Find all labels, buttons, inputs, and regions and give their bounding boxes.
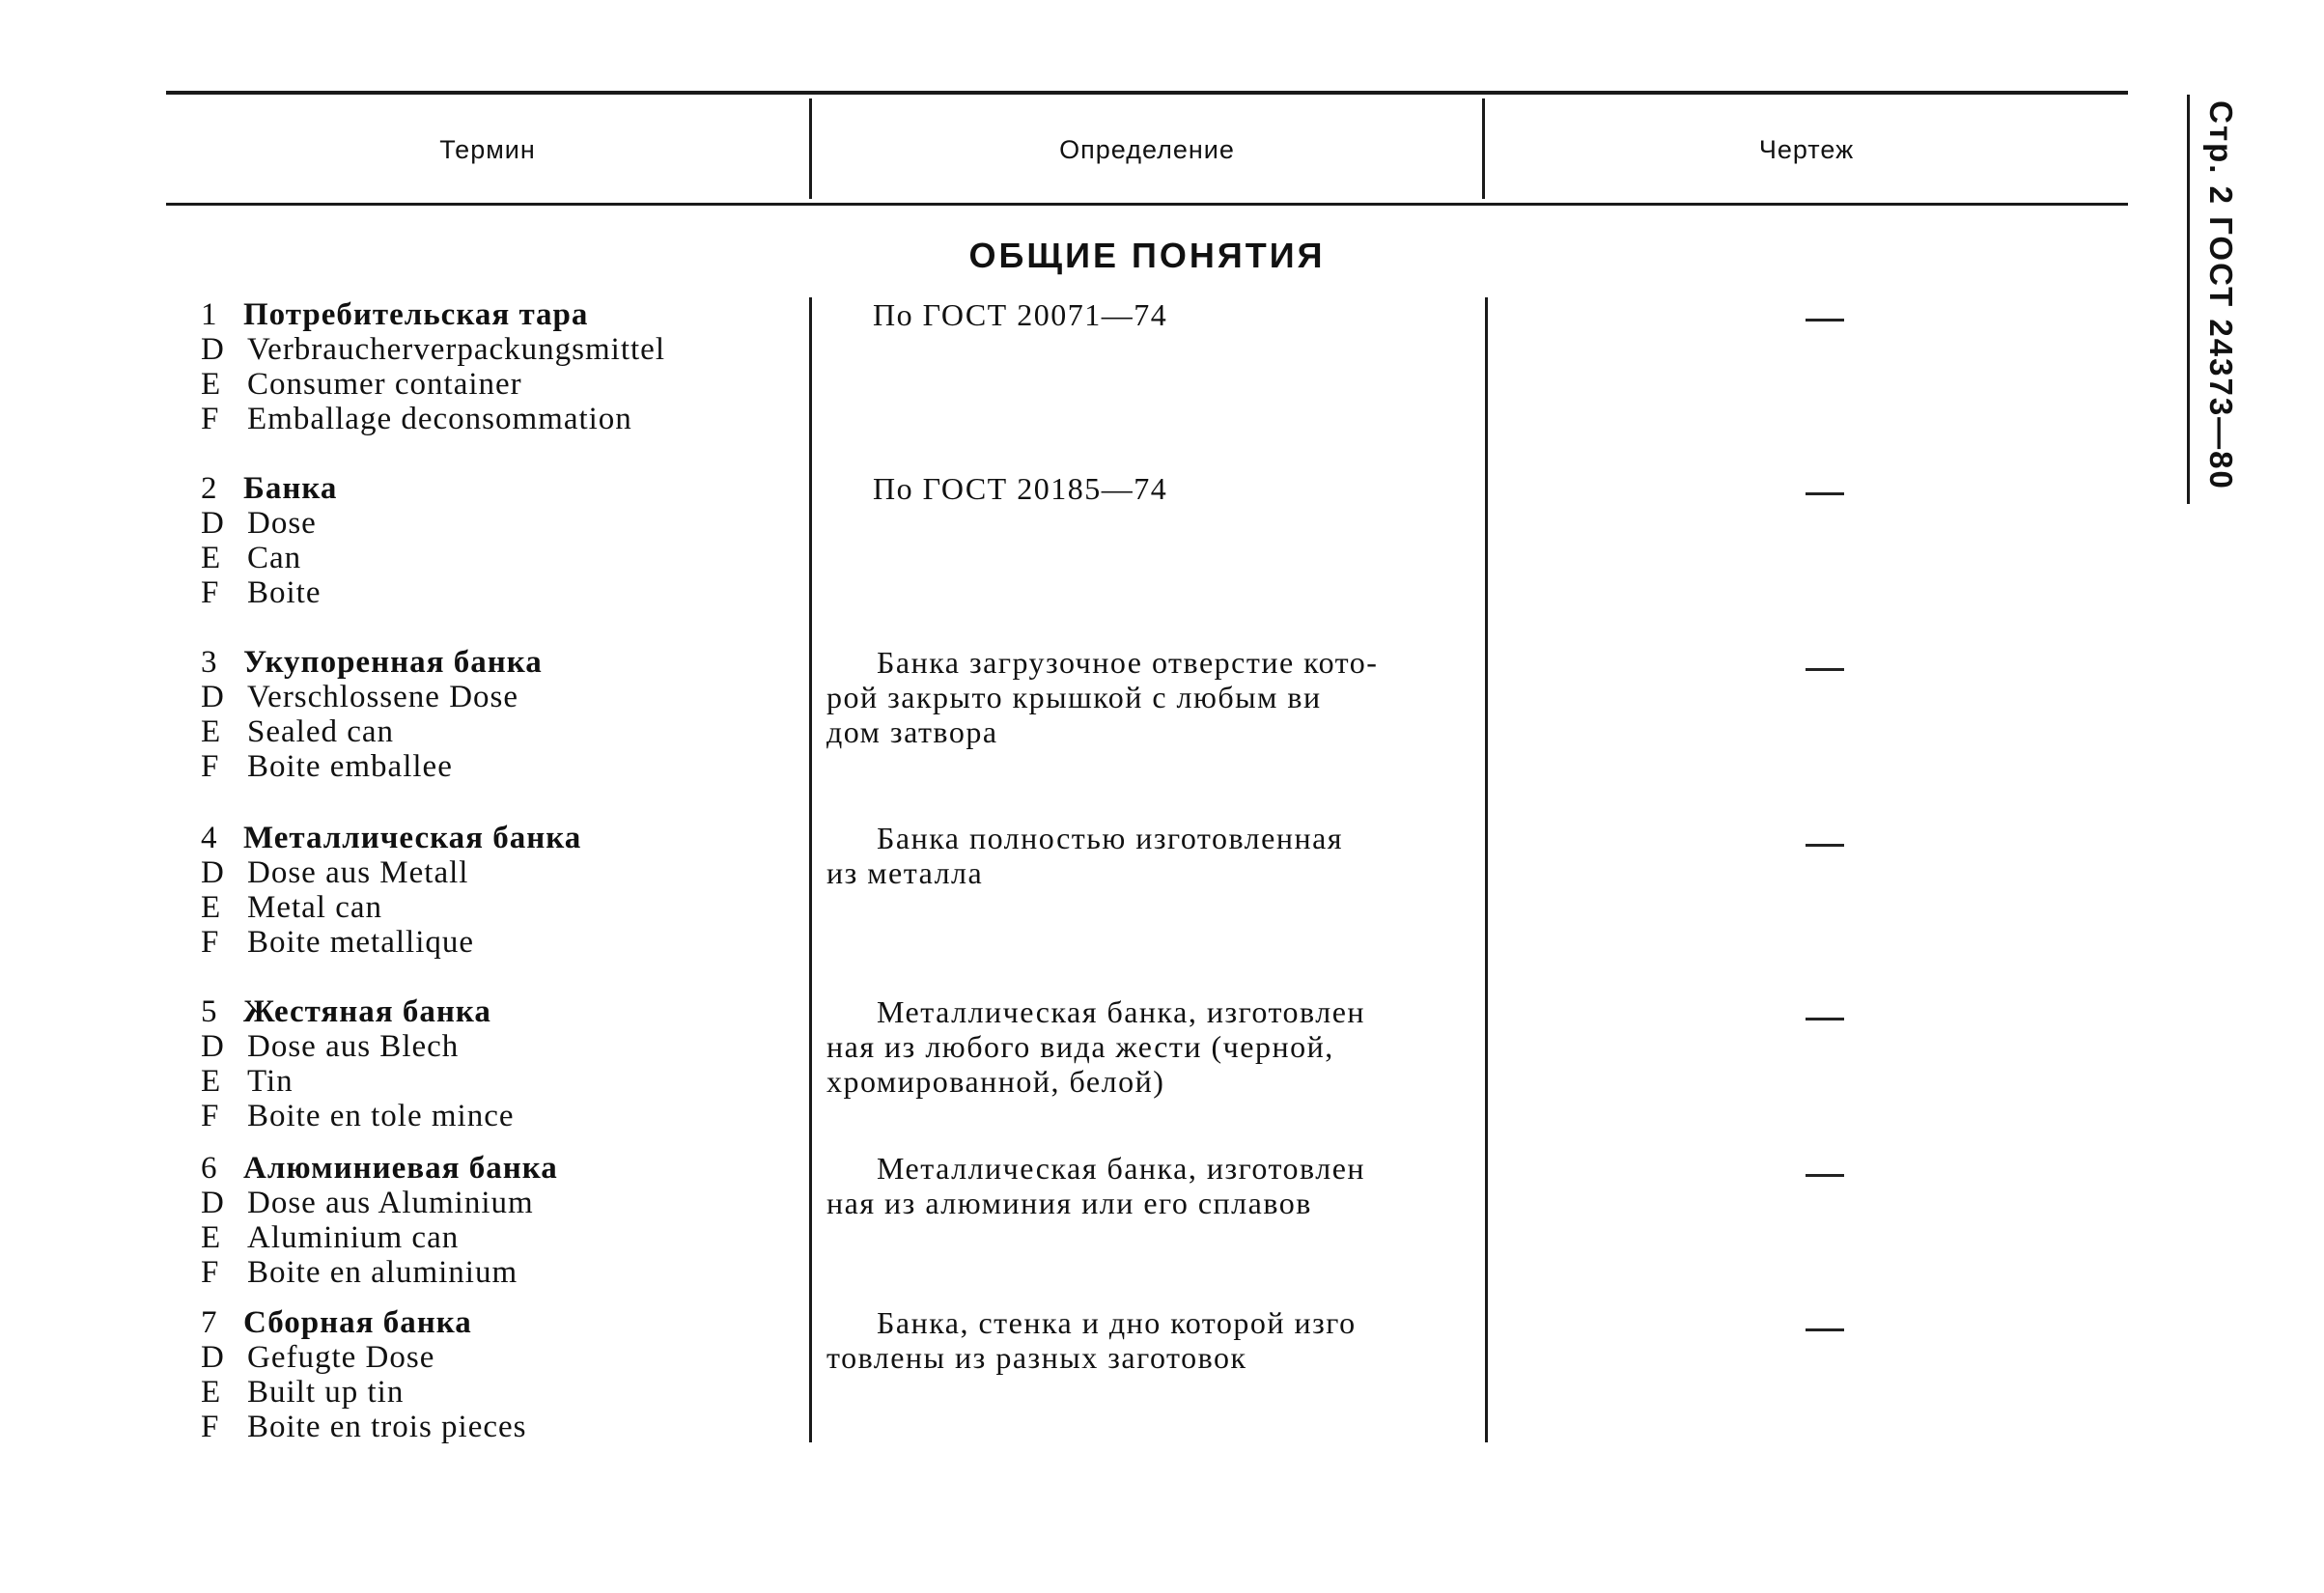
table-top-rule	[166, 91, 2128, 95]
term-russian: Металлическая банка	[243, 821, 582, 855]
definition-line: хромированной, белой)	[826, 1064, 1165, 1099]
definition-line: ная из любого вида жести (черной,	[826, 1029, 1334, 1064]
lang-code-e: E	[201, 1220, 221, 1255]
term-russian: Укупоренная банка	[243, 645, 543, 680]
term-block	[201, 1151, 799, 1290]
term-number: 7	[201, 1305, 217, 1340]
term-block	[201, 821, 799, 960]
term-definition	[873, 297, 1510, 332]
header-definition: Определение	[1059, 134, 1235, 164]
lang-code-d: D	[201, 855, 224, 890]
body-divider-1	[809, 297, 812, 1442]
term-block	[201, 994, 799, 1133]
lang-code-d: D	[201, 1186, 224, 1220]
term-english: Metal can	[247, 890, 383, 925]
term-definition	[826, 821, 1464, 890]
term-english: Built up tin	[247, 1375, 405, 1410]
lang-code-f: F	[201, 925, 219, 960]
header-drawing: Чертеж	[1758, 134, 1855, 164]
term-german: Dose aus Blech	[247, 1029, 460, 1064]
term-russian: Сборная банка	[243, 1305, 472, 1340]
term-french: Boite	[247, 575, 322, 610]
page-running-header: Стр. 2 ГОСТ 24373—80	[2203, 100, 2239, 490]
term-german: Dose aus Metall	[247, 855, 469, 890]
definition-line: Металлическая банка, изготовлен	[877, 994, 1366, 1029]
term-english: Aluminium can	[247, 1220, 460, 1255]
lang-code-e: E	[201, 541, 221, 575]
drawing-dash	[1806, 844, 1844, 847]
lang-code-d: D	[201, 680, 224, 714]
lang-code-e: E	[201, 1064, 221, 1099]
term-russian: Алюминиевая банка	[243, 1151, 558, 1186]
term-definition	[873, 471, 1510, 506]
header-term: Термин	[439, 134, 536, 164]
term-french: Boite en aluminium	[247, 1255, 518, 1290]
definition-line: из металла	[826, 855, 984, 890]
lang-code-d: D	[201, 1340, 224, 1375]
term-definition	[826, 1305, 1464, 1375]
term-english: Can	[247, 541, 302, 575]
term-definition	[826, 994, 1464, 1099]
lang-code-f: F	[201, 1410, 219, 1444]
definition-line: рой закрыто крышкой с любым ви	[826, 680, 1322, 714]
drawing-dash	[1806, 1328, 1844, 1331]
lang-code-d: D	[201, 1029, 224, 1064]
definition-line: дом затвора	[826, 714, 998, 749]
term-french: Emballage deconsommation	[247, 402, 632, 436]
term-english: Sealed can	[247, 714, 395, 749]
term-german: Gefugte Dose	[247, 1340, 435, 1375]
drawing-dash	[1806, 319, 1844, 321]
lang-code-d: D	[201, 332, 224, 367]
definition-line: По ГОСТ 20071—74	[873, 297, 1168, 332]
lang-code-e: E	[201, 367, 221, 402]
definition-line: Банка, стенка и дно которой изго	[877, 1305, 1357, 1340]
term-german: Dose aus Aluminium	[247, 1186, 534, 1220]
term-russian: Жестяная банка	[243, 994, 491, 1029]
definition-line: Банка загрузочное отверстие кото-	[877, 645, 1379, 680]
term-block	[201, 1305, 799, 1444]
drawing-dash	[1806, 1018, 1844, 1020]
term-definition	[826, 645, 1464, 749]
lang-code-f: F	[201, 1255, 219, 1290]
lang-code-e: E	[201, 890, 221, 925]
header-divider-1	[809, 98, 812, 199]
lang-code-e: E	[201, 714, 221, 749]
drawing-dash	[1806, 668, 1844, 671]
term-german: Verschlossene Dose	[247, 680, 519, 714]
term-number: 6	[201, 1151, 217, 1186]
section-title: ОБЩИЕ ПОНЯТИЯ	[968, 236, 1326, 275]
term-russian: Потребительская тара	[243, 297, 589, 332]
header-divider-2	[1482, 98, 1485, 199]
term-french: Boite metallique	[247, 925, 475, 960]
body-divider-2	[1485, 297, 1488, 1442]
term-number: 1	[201, 297, 217, 332]
lang-code-e: E	[201, 1375, 221, 1410]
term-block	[201, 471, 799, 610]
lang-code-f: F	[201, 749, 219, 784]
term-english: Consumer container	[247, 367, 522, 402]
lang-code-f: F	[201, 1099, 219, 1133]
definition-line: Металлическая банка, изготовлен	[877, 1151, 1366, 1186]
definition-line: товлены из разных заготовок	[826, 1340, 1247, 1375]
lang-code-d: D	[201, 506, 224, 541]
term-number: 2	[201, 471, 217, 506]
term-french: Boite emballee	[247, 749, 453, 784]
definition-line: Банка полностью изготовленная	[877, 821, 1344, 855]
term-definition	[826, 1151, 1464, 1220]
term-block	[201, 297, 799, 436]
definition-line: ная из алюминия или его сплавов	[826, 1186, 1312, 1220]
term-english: Tin	[247, 1064, 294, 1099]
term-number: 3	[201, 645, 217, 680]
lang-code-f: F	[201, 575, 219, 610]
term-block	[201, 645, 799, 784]
term-german: Dose	[247, 506, 317, 541]
lang-code-f: F	[201, 402, 219, 436]
drawing-dash	[1806, 492, 1844, 495]
term-french: Boite en tole mince	[247, 1099, 515, 1133]
side-rule	[2187, 95, 2190, 504]
table-header-rule	[166, 203, 2128, 206]
drawing-dash	[1806, 1174, 1844, 1177]
term-russian: Банка	[243, 471, 338, 506]
term-french: Boite en trois pieces	[247, 1410, 527, 1444]
term-german: Verbraucherverpackungsmittel	[247, 332, 665, 367]
term-number: 4	[201, 821, 217, 855]
definition-line: По ГОСТ 20185—74	[873, 471, 1168, 506]
term-number: 5	[201, 994, 217, 1029]
